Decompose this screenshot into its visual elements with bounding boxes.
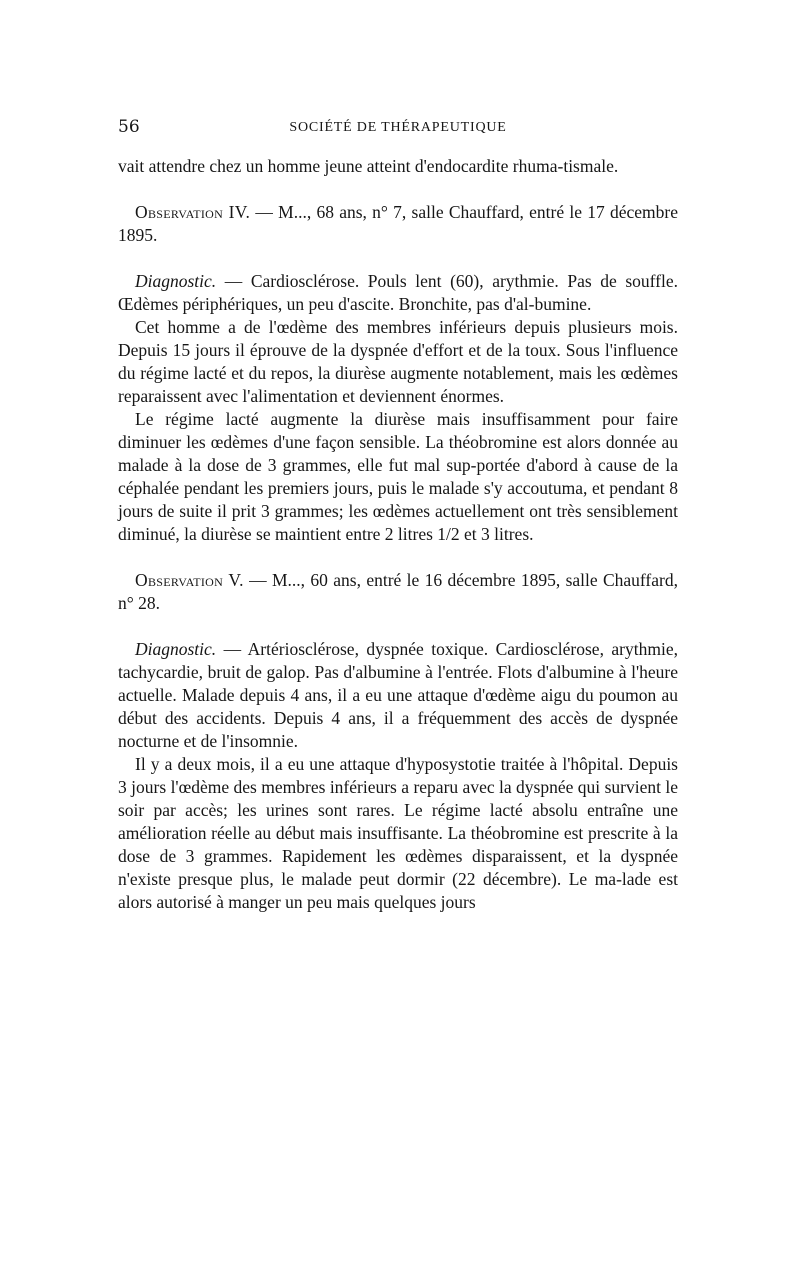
body-text — [118, 155, 678, 914]
diagnostic-v-text: — Artériosclérose, dyspnée toxique. Cardiosclérose, arythmie, tachycardie, bruit de galop. Pas d'albumine à l'entrée. Flots d'albumine à l'heure actuelle. Malade depuis 4 ans, il a eu une attaque d'œdème aigu du poumon au début des accidents. Depuis 4 ans, il a fréquemment des accès de dyspnée nocturne et de l'insomnie. — [118, 639, 678, 751]
observation-iv-heading — [118, 201, 678, 247]
paragraph-history-iv: Cet homme a de l'œdème des membres inférieurs depuis plusieurs mois. Depuis 15 jours il éprouve de la dyspnée d'effort et de la toux. Sous l'influence du régime lacté et du repos, la diurèse augmente notablement, mais les œdèmes reparaissent avec l'alimentation et deviennent énormes. — [118, 317, 678, 406]
observation-v-heading — [118, 569, 678, 615]
diagnostic-v-label: Diagnostic. — [135, 639, 217, 659]
diagnostic-iv-text: — Cardiosclérose. Pouls lent (60), arythmie. Pas de souffle. Œdèmes périphériques, un peu d'ascite. Bronchite, pas d'al-bumine. — [118, 271, 678, 314]
paragraph-history-v: Il y a deux mois, il a eu une attaque d'hyposystotie traitée à l'hôpital. Depuis 3 jours l'œdème des membres inférieurs a reparu avec la dyspnée qui survient le soir par accès; les urines sont rares. Le régime lacté absolu entraîne une amélioration réelle au début mais insuffisante. La théobromine est prescrite à la dose de 3 grammes. Rapidement les œdèmes disparaissent, et la dyspnée n'existe presque plus, le malade peut dormir (22 décembre). Le ma-lade est alors autorisé à manger un peu mais quelques jours — [118, 754, 678, 912]
observation-v-label: Observation V. — [135, 570, 244, 590]
observation-iv-label: Observation IV. — [135, 202, 251, 222]
page-number: 56 — [118, 117, 140, 137]
diagnostic-iv-label: Diagnostic. — [135, 271, 217, 291]
observation-iv-text: — M..., 68 ans, n° 7, salle Chauffard, entré le 17 décembre 1895. — [118, 202, 678, 245]
diagnostic-iv — [118, 270, 678, 316]
running-title: SOCIÉTÉ DE THÉRAPEUTIQUE — [289, 120, 507, 135]
page-header — [118, 117, 678, 143]
observation-v-text: — M..., 60 ans, entré le 16 décembre 1895, salle Chauffard, n° 28. — [118, 570, 678, 613]
paragraph-treatment-iv: Le régime lacté augmente la diurèse mais insuffisamment pour faire diminuer les œdèmes d'une façon sensible. La théobromine est alors donnée au malade à la dose de 3 grammes, elle fut mal sup-portée d'abord à cause de la céphalée pendant les premiers jours, puis le malade s'y accoutuma, et pendant 8 jours de suite il prit 3 grammes; les œdèmes actuellement ont très sensiblement diminué, la diurèse se maintient entre 2 litres 1/2 et 3 litres. — [118, 409, 678, 544]
diagnostic-v — [118, 638, 678, 753]
paragraph-continuation: vait attendre chez un homme jeune atteint d'endocardite rhuma-tismale. — [118, 156, 619, 176]
